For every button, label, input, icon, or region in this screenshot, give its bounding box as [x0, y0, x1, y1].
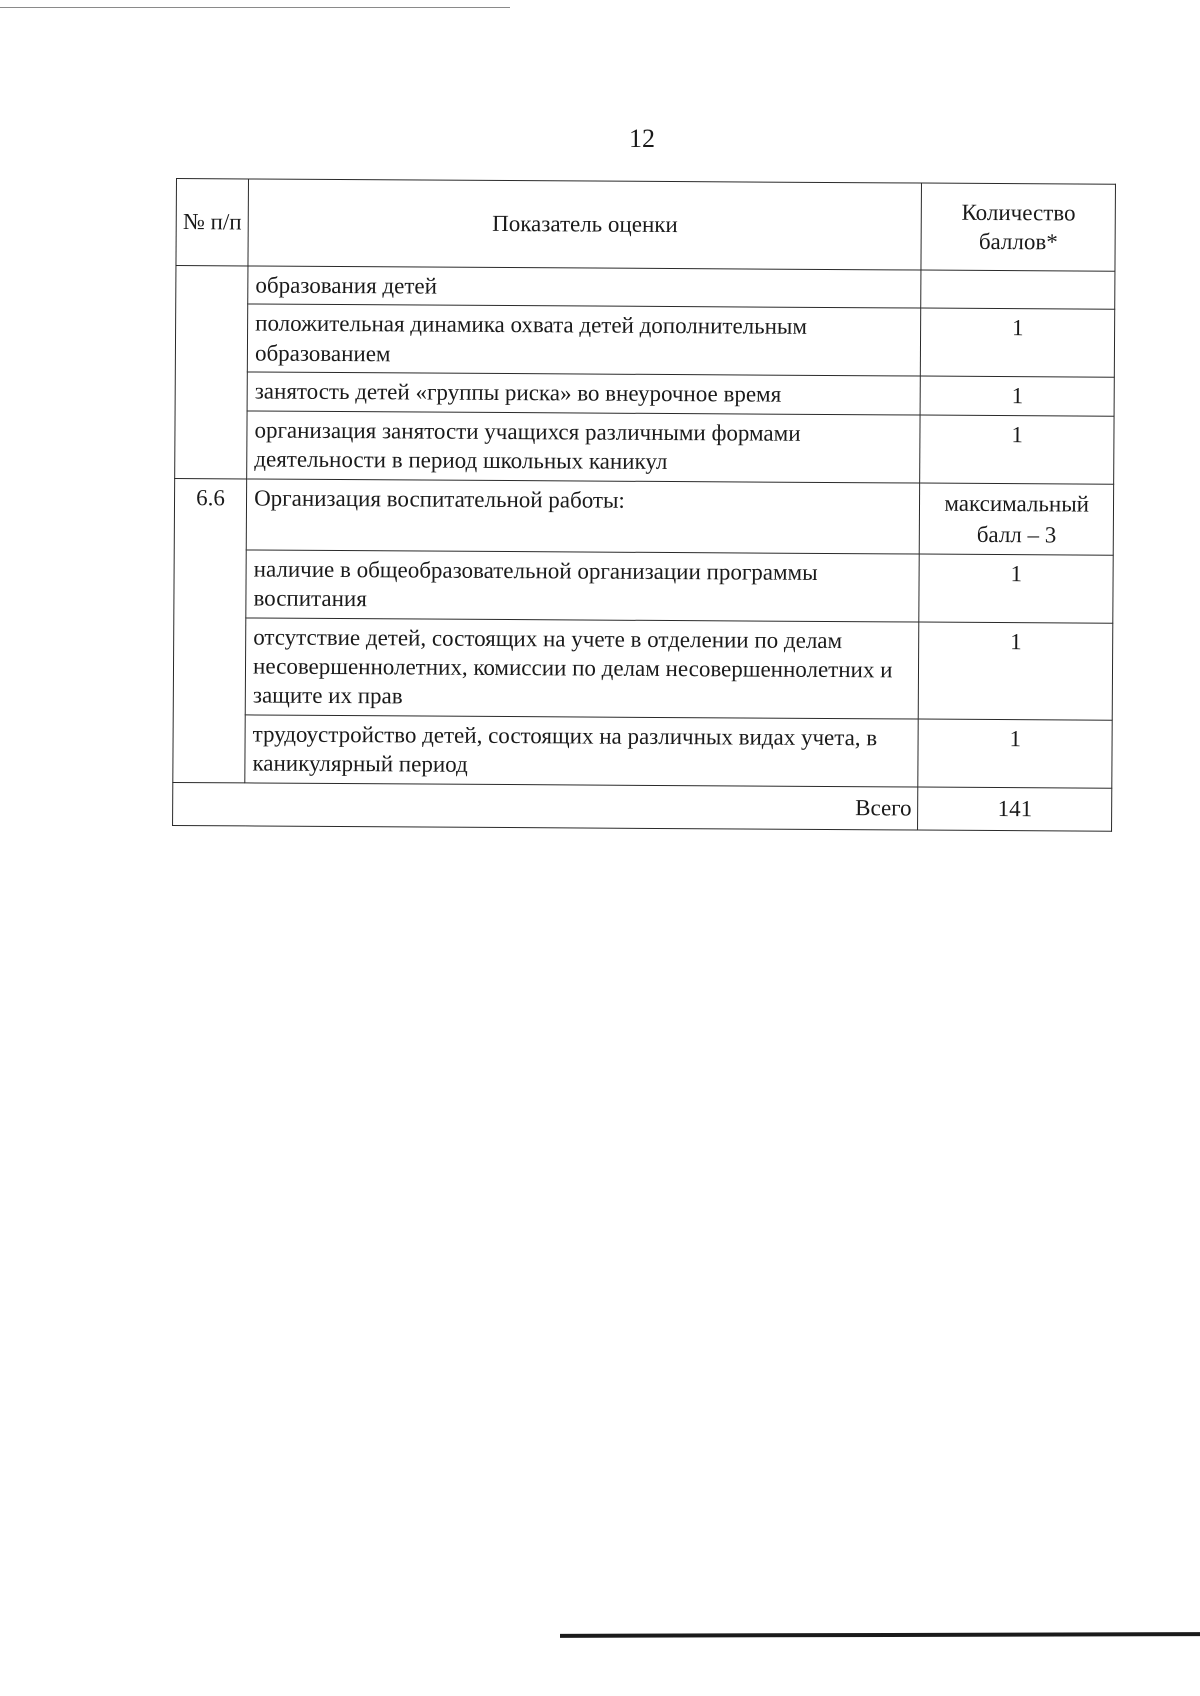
total-value: 141: [918, 787, 1112, 831]
scan-edge-line-top: [0, 7, 510, 8]
table-row-section: [174, 478, 1113, 555]
section-num-cell: 6.6: [173, 478, 247, 783]
table-row: [174, 549, 1113, 623]
section-indicator-cell: Организация воспитательной работы:: [246, 479, 920, 554]
table-header-row: [176, 179, 1116, 272]
row-indicator-cell: организация занятости учащихся различными формами деятельности в период школьных каникул: [247, 411, 921, 483]
table-row: [175, 304, 1114, 378]
table-total-row: [173, 782, 1112, 831]
total-label: Всего: [173, 782, 919, 830]
section-points-cell: максимальный балл – 3: [920, 483, 1114, 555]
assessment-table-container: [172, 178, 1116, 832]
header-num: № п/п: [176, 179, 249, 266]
row-indicator-cell: отсутствие детей, состоящих на учете в отделении по делам несовершеннолетних, комиссии по делам несовершеннолетних и защите их прав: [245, 618, 919, 719]
row-indicator-cell: образования детей: [248, 266, 922, 309]
table-row: [173, 714, 1112, 788]
row-points-cell: [921, 270, 1115, 310]
row-points-cell: 1: [920, 415, 1114, 484]
row-points-cell: 1: [919, 622, 1113, 720]
header-points: Количество баллов*: [921, 183, 1115, 271]
table-row: [175, 372, 1114, 416]
row-indicator-cell: трудоустройство детей, состоящих на различных видах учета, в каникулярный период: [245, 715, 919, 787]
page-number: 12: [629, 124, 655, 153]
row-points-cell: 1: [919, 554, 1113, 623]
assessment-table: [172, 178, 1116, 832]
table-row: [173, 617, 1113, 720]
header-indicator: Показатель оценки: [248, 179, 922, 270]
row-indicator-cell: занятость детей «группы риска» во внеурочное время: [247, 372, 921, 415]
scan-edge-line-bottom: [560, 1632, 1200, 1638]
row-num-cell: [175, 266, 248, 479]
table-row: [176, 266, 1115, 310]
row-points-cell: 1: [920, 376, 1114, 416]
table-row: [175, 410, 1114, 484]
row-points-cell: 1: [918, 719, 1112, 788]
row-indicator-cell: наличие в общеобразовательной организации программы воспитания: [246, 550, 920, 622]
row-indicator-cell: положительная динамика охвата детей дополнительным образованием: [247, 304, 921, 376]
row-points-cell: 1: [921, 308, 1115, 377]
